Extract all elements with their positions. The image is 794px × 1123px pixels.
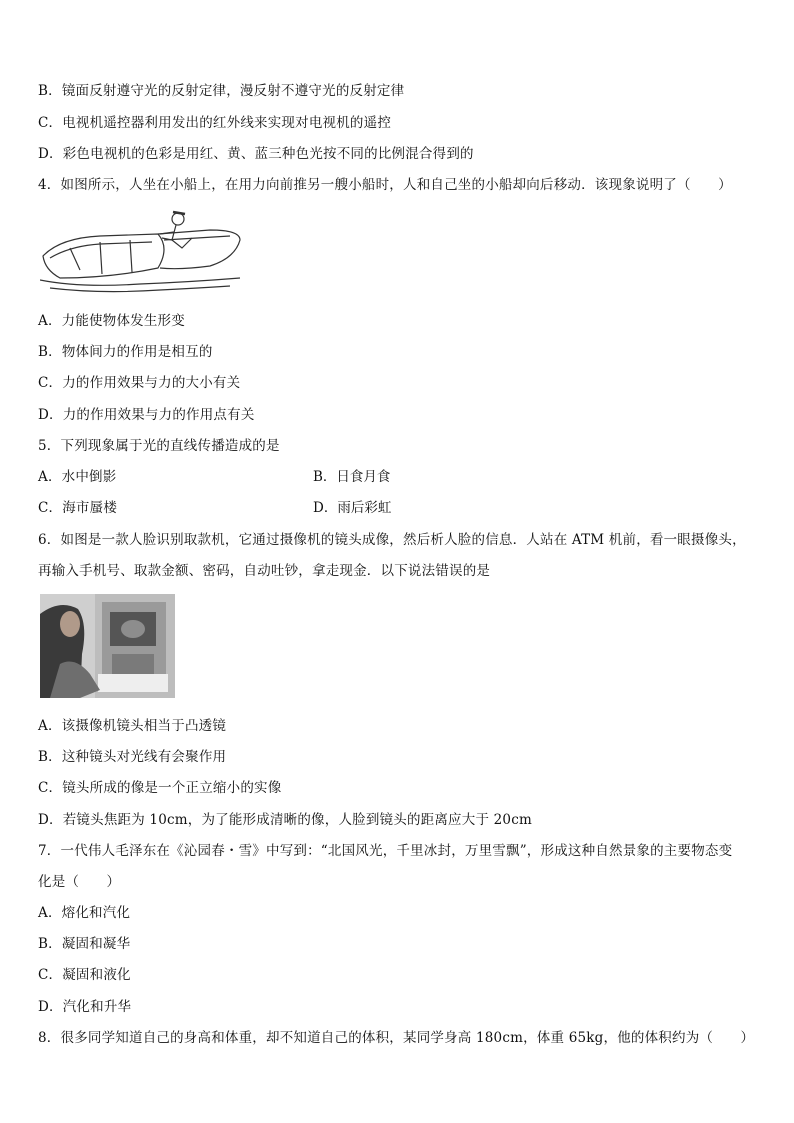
q4-stem: 4．如图所示，人坐在小船上，在用力向前推另一艘小船时，人和自己坐的小船却向后移动．该现象说明了（ ） [38, 177, 732, 193]
q7-stem-line1: 7．一代伟人毛泽东在《沁园春・雪》中写到：“北国风光，千里冰封，万里雪飘”，形成这种自然景象的主要物态变 [38, 843, 733, 859]
q3-option-c: C．电视机遥控器利用发出的红外线来实现对电视机的遥控 [38, 115, 392, 131]
q5-option-b: B．日食月食 [313, 469, 391, 485]
q7-option-a: A．熔化和汽化 [38, 905, 131, 921]
q7-option-c: C．凝固和液化 [38, 967, 131, 983]
q6-option-c: C．镜头所成的像是一个正立缩小的实像 [38, 780, 282, 796]
q4-option-c: C．力的作用效果与力的大小有关 [38, 375, 241, 391]
q5-option-a: A．水中倒影 [38, 469, 117, 485]
q4-option-d: D．力的作用效果与力的作用点有关 [38, 407, 255, 423]
q7-stem-line2: 化是（ ） [38, 874, 121, 890]
q4-option-a: A．力能使物体发生形变 [38, 313, 185, 329]
atm-face-recognition-photo [40, 594, 175, 698]
q5-stem: 5．下列现象属于光的直线传播造成的是 [38, 438, 280, 454]
q5-option-d: D．雨后彩虹 [313, 500, 392, 516]
q5-option-c: C．海市蜃楼 [38, 500, 118, 516]
boat-push-figure [40, 208, 245, 300]
q6-stem-line1: 6．如图是一款人脸识别取款机，它通过摄像机的镜头成像，然后析人脸的信息．人站在 ATM 机前，看一眼摄像头， [38, 532, 746, 548]
q3-option-b: B．镜面反射遵守光的反射定律，漫反射不遵守光的反射定律 [38, 83, 405, 99]
q6-option-b: B．这种镜头对光线有会聚作用 [38, 749, 227, 765]
q7-option-d: D．汽化和升华 [38, 999, 132, 1015]
q6-option-d: D．若镜头焦距为 10cm，为了能形成清晰的像，人脸到镜头的距离应大于 20cm [38, 812, 532, 828]
q4-option-b: B．物体间力的作用是相互的 [38, 344, 213, 360]
q3-option-d: D．彩色电视机的色彩是用红、黄、蓝三种色光按不同的比例混合得到的 [38, 146, 474, 162]
q8-stem: 8．很多同学知道自己的身高和体重，却不知道自己的体积，某同学身高 180cm，体重 65kg，他的体积约为（ ） [38, 1030, 755, 1046]
q6-stem-line2: 再输入手机号、取款金额、密码，自动吐钞，拿走现金．以下说法错误的是 [38, 563, 491, 579]
q6-option-a: A．该摄像机镜头相当于凸透镜 [38, 718, 227, 734]
q7-option-b: B．凝固和凝华 [38, 936, 131, 952]
